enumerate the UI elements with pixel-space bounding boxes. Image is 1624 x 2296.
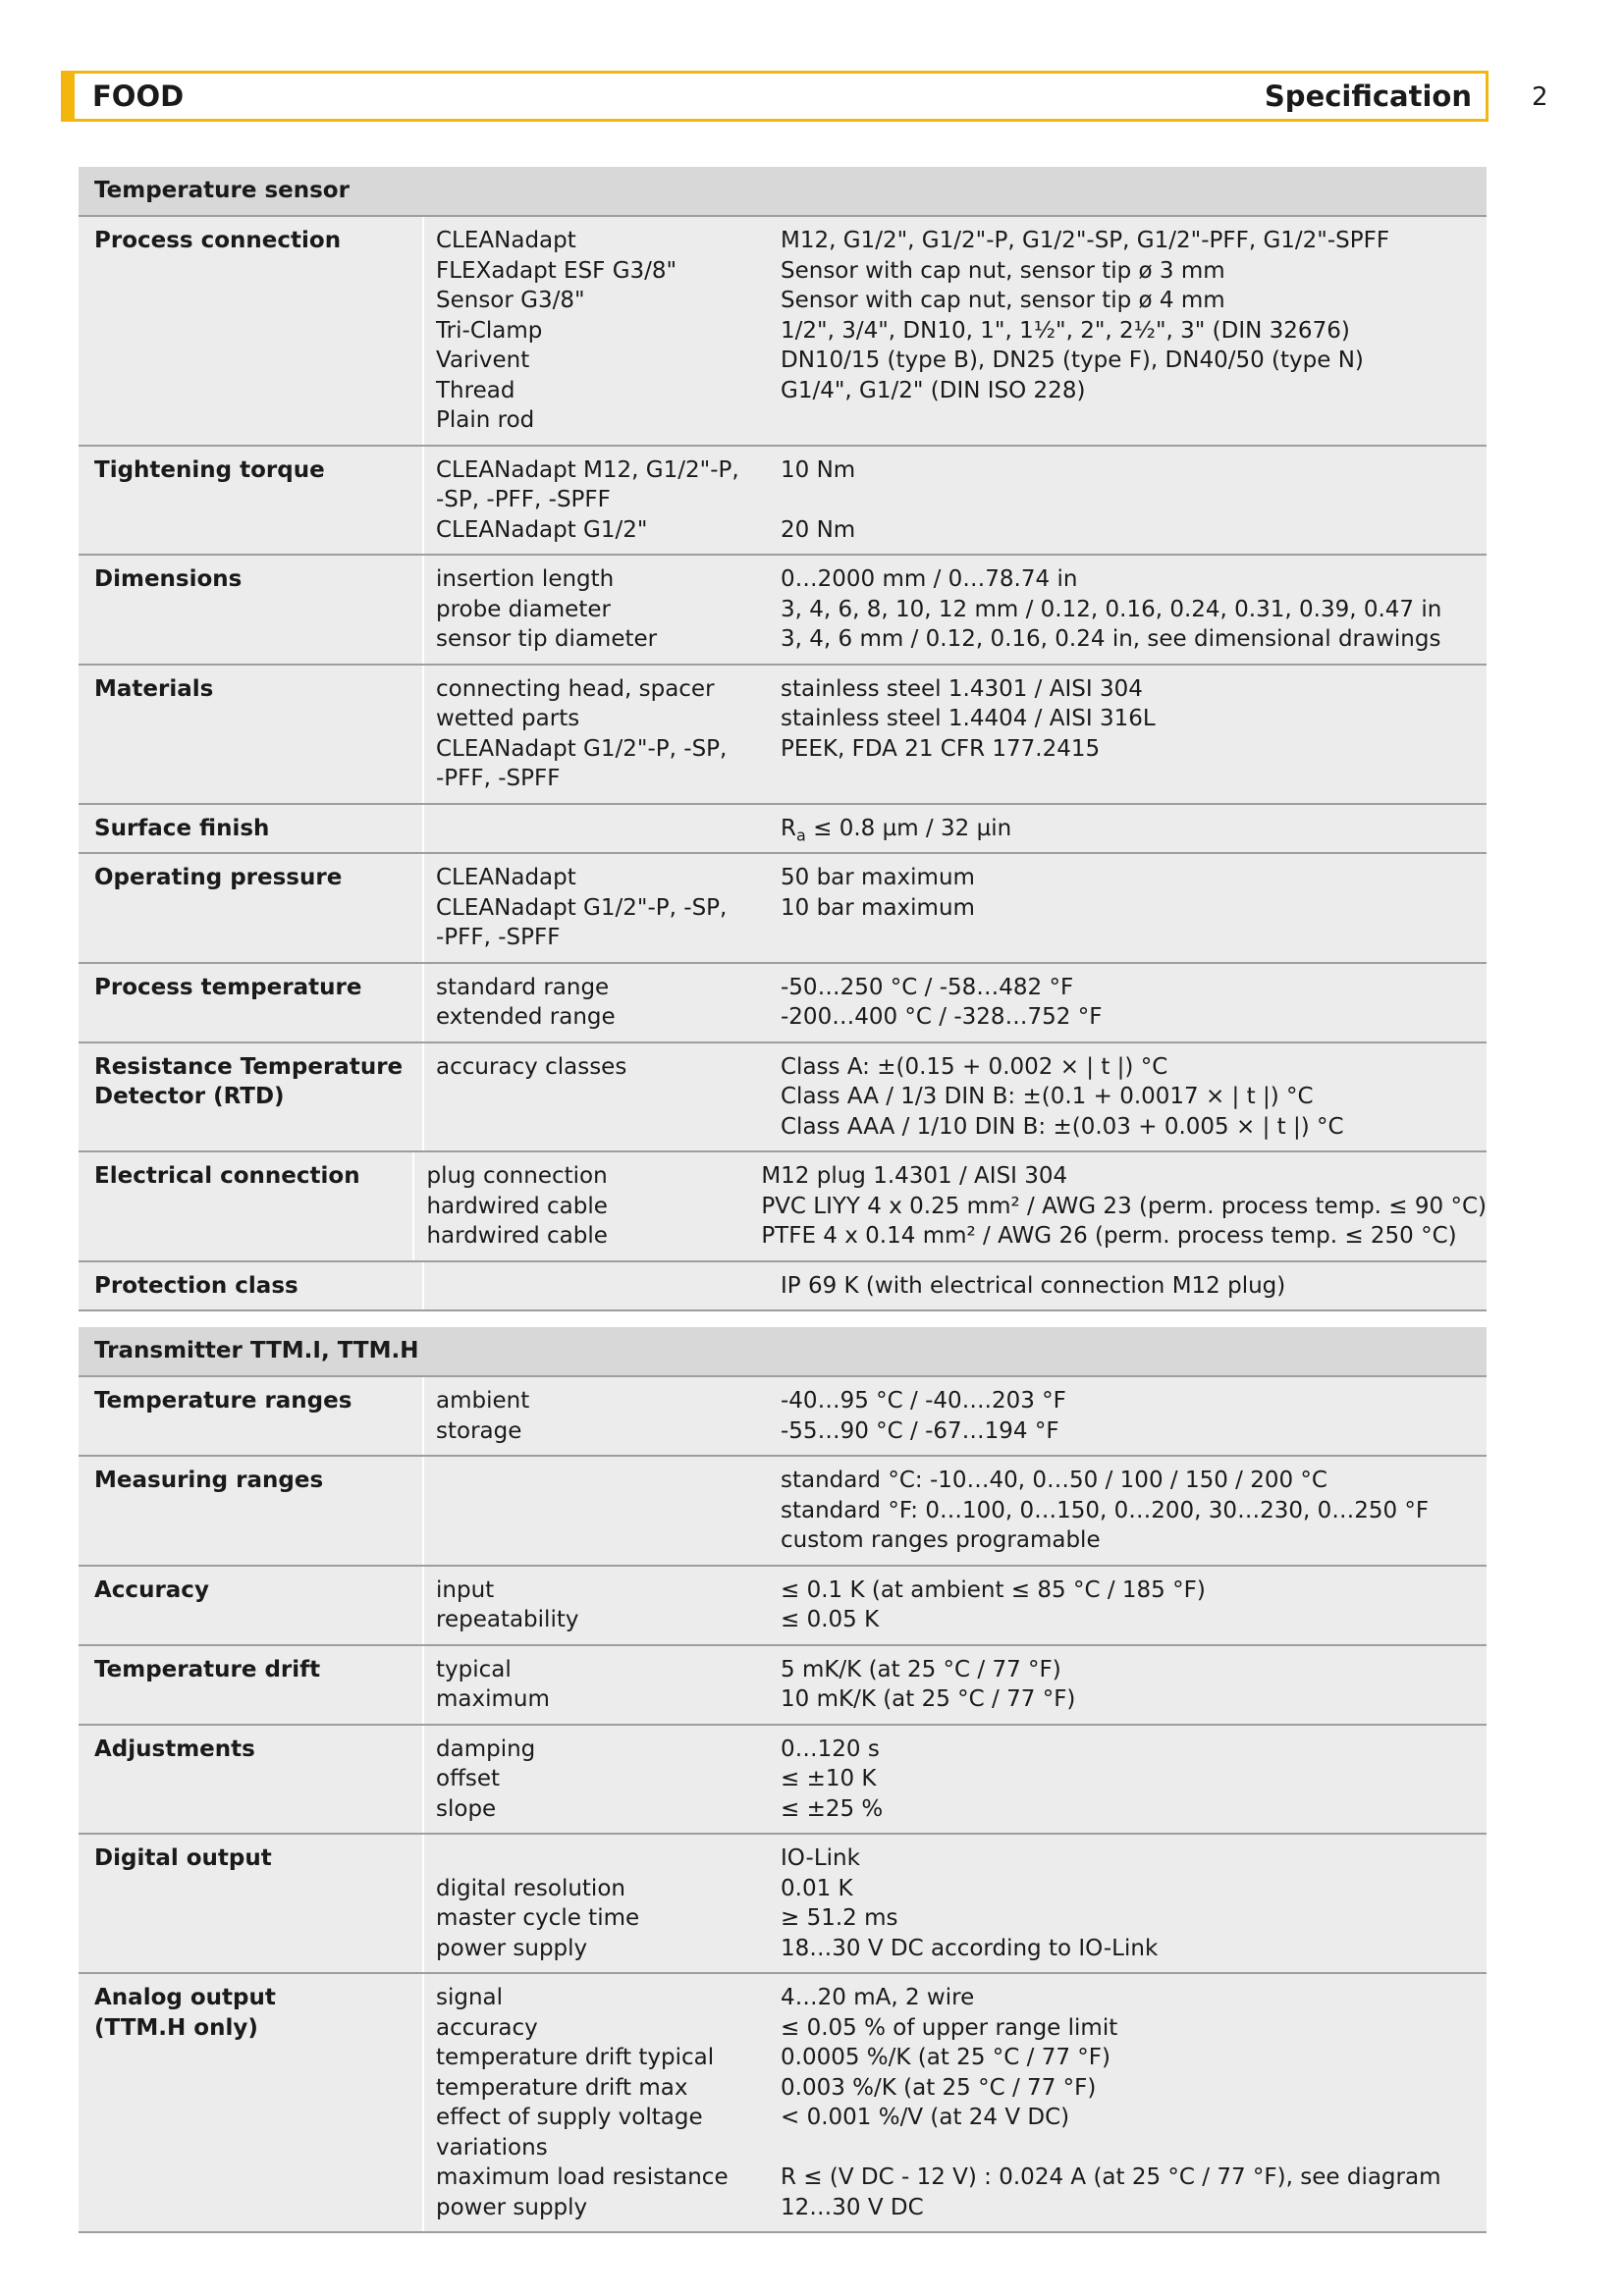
value-line: R ≤ (V DC - 12 V) : 0.024 A (at 25 °C / 77 °F), see diagram (781, 2164, 1441, 2190)
label-line: Surface finish (94, 815, 270, 841)
subitem-line: CLEANadapt (436, 228, 576, 253)
value-line (781, 764, 1487, 794)
spec-values (781, 1646, 1487, 1724)
spec-row (79, 217, 1487, 447)
section-heading: Transmitter TTM.I, TTM.H (79, 1327, 1487, 1377)
value-line: IO-Link (781, 1845, 860, 1871)
value-line: 10 bar maximum (781, 894, 975, 921)
subitem-line: master cycle time (436, 1905, 640, 1931)
value-line: ≤ ±10 K (781, 1766, 877, 1791)
value-line: ≥ 51.2 ms (781, 1905, 898, 1931)
spec-row (79, 1646, 1487, 1726)
spec-row (79, 447, 1487, 557)
spec-label (79, 1043, 422, 1151)
subitem-line: probe diameter (436, 596, 611, 622)
spec-values (781, 1726, 1487, 1834)
value-line: standard °C: -10…40, 0…50 / 100 / 150 / 200 °C (781, 1468, 1327, 1493)
spec-values (781, 447, 1487, 555)
value-line (781, 923, 1487, 953)
subitem-line: ambient (436, 1388, 530, 1414)
spec-row (79, 1043, 1487, 1153)
subitem-line: Thread (436, 377, 515, 403)
value-line: ≤ 0.1 K (at ambient ≤ 85 °C / 185 °F) (781, 1576, 1206, 1603)
spec-values (781, 964, 1487, 1041)
subitem-line: offset (436, 1766, 501, 1791)
subitem-line: temperature drift typical (436, 2045, 715, 2070)
value-line: 20 Nm (781, 516, 856, 543)
value-line: 10 Nm (781, 456, 856, 483)
spec-row (79, 1974, 1487, 2233)
label-line: Measuring ranges (94, 1468, 324, 1493)
spec-values (781, 1974, 1487, 2231)
value-line: Class A: ±(0.15 + 0.002 × | t |) °C (781, 1053, 1168, 1080)
value-line: 5 mK/K (at 25 °C / 77 °F) (781, 1656, 1061, 1682)
value-line: -40…95 °C / -40….203 °F (781, 1388, 1066, 1414)
value-line: custom ranges programable (781, 1527, 1101, 1553)
spec-values (781, 666, 1487, 803)
spec-row (79, 1152, 1487, 1262)
spec-subitems (422, 666, 781, 803)
spec-values (781, 1377, 1487, 1455)
spec-label (79, 1646, 422, 1724)
value-line: 0.003 %/K (at 25 °C / 77 °F) (781, 2074, 1097, 2101)
spec-subitems (422, 1835, 781, 1972)
value-line: M12 plug 1.4301 / AISI 304 (761, 1163, 1068, 1189)
transmitter-table (79, 1327, 1487, 2233)
subitem-line: maximum (436, 1686, 550, 1712)
spec-subitems (422, 1567, 781, 1644)
subitem-line: hardwired cable (426, 1223, 608, 1249)
spec-subitems (422, 1726, 781, 1834)
subitem-line: input (436, 1576, 495, 1603)
value-line: ≤ ±25 % (781, 1795, 884, 1822)
spec-values (781, 1835, 1487, 1972)
header-title: Specification (1264, 80, 1472, 113)
spec-label (79, 1835, 422, 1972)
spec-label (79, 666, 422, 803)
label-line: Resistance Temperature (94, 1053, 404, 1080)
value-line: Class AAA / 1/10 DIN B: ±(0.03 + 0.005 × | t |) °C (781, 1113, 1344, 1140)
spec-label (79, 805, 422, 853)
value-line: M12, G1/2", G1/2"-P, G1/2"-SP, G1/2"-PFF, G1/2"-SPFF (781, 228, 1390, 253)
spec-subitems (422, 1974, 781, 2231)
label-line: Analog output (94, 1985, 276, 2010)
subitem-line: storage (436, 1417, 522, 1444)
spec-row (79, 1457, 1487, 1567)
spec-row (79, 666, 1487, 805)
subitem-line: Plain rod (436, 407, 535, 433)
subitem-line: CLEANadapt G1/2" (436, 516, 648, 543)
spec-row (79, 964, 1487, 1043)
spec-values (781, 1457, 1487, 1565)
subitem-line: variations (436, 2134, 548, 2161)
label-line: Dimensions (94, 566, 243, 592)
subitem-line: CLEANadapt G1/2"-P, -SP, (436, 894, 728, 921)
subitem-line: -PFF, -SPFF (436, 766, 561, 791)
subitem-line: CLEANadapt G1/2"-P, -SP, (436, 735, 728, 762)
subitem-line: accuracy classes (436, 1053, 627, 1080)
value-line: 3, 4, 6 mm / 0.12, 0.16, 0.24 in, see dimensional drawings (781, 626, 1441, 652)
subitem-line: CLEANadapt (436, 865, 576, 890)
value-line (781, 405, 1487, 436)
subitem-line: -SP, -PFF, -SPFF (436, 487, 611, 512)
label-line: Temperature ranges (94, 1388, 352, 1414)
spec-label (79, 1567, 422, 1644)
spec-row (79, 556, 1487, 666)
label-line: Operating pressure (94, 865, 343, 890)
value-line (781, 2133, 1487, 2163)
subitem-line: typical (436, 1656, 512, 1682)
value-line: standard °F: 0…100, 0…150, 0…200, 30…230, 0…250 °F (781, 1497, 1430, 1523)
value-line: 0…2000 mm / 0…78.74 in (781, 566, 1078, 592)
spec-values (781, 805, 1487, 853)
label-line: Accuracy (94, 1576, 209, 1603)
label-line: Materials (94, 675, 214, 702)
subitem-line: CLEANadapt M12, G1/2"-P, (436, 456, 739, 483)
roughness-subscript: a (795, 826, 806, 845)
value-line: -55…90 °C / -67…194 °F (781, 1417, 1059, 1444)
label-line: Process temperature (94, 974, 362, 1000)
label-line: Adjustments (94, 1735, 255, 1762)
value-line: 0.0005 %/K (at 25 °C / 77 °F) (781, 2045, 1110, 2070)
subitem-line: plug connection (426, 1163, 608, 1189)
spec-label (79, 1974, 422, 2231)
subitem-line: extended range (436, 1004, 616, 1030)
spec-label (79, 1152, 412, 1260)
spec-row (79, 1262, 1487, 1312)
spec-label (79, 1377, 422, 1455)
subitem-line: insertion length (436, 566, 615, 592)
temperature-sensor-table (79, 167, 1487, 1311)
subitem-line: Tri-Clamp (436, 317, 543, 344)
value-line: PTFE 4 x 0.14 mm² / AWG 26 (perm. process temp. ≤ 250 °C) (761, 1223, 1457, 1249)
subitem-line: FLEXadapt ESF G3/8" (436, 257, 677, 284)
subitem-line: hardwired cable (426, 1193, 608, 1219)
subitem-line (436, 1466, 769, 1496)
page-number: 2 (1532, 82, 1548, 112)
value-line: PVC LIYY 4 x 0.25 mm² / AWG 23 (perm. process temp. ≤ 90 °C) (761, 1193, 1487, 1219)
label-line: (TTM.H only) (94, 2014, 258, 2041)
value-line: 10 mK/K (at 25 °C / 77 °F) (781, 1686, 1076, 1712)
spec-row (79, 1377, 1487, 1457)
spec-subitems (422, 964, 781, 1041)
value-line: 4…20 mA, 2 wire (781, 1985, 975, 2010)
value-line: 1/2", 3/4", DN10, 1", 1½", 2", 2½", 3" (DIN 32676) (781, 317, 1350, 344)
value-line: -50…250 °C / -58…482 °F (781, 974, 1074, 1000)
value-line: Class AA / 1/3 DIN B: ±(0.1 + 0.0017 × | t |) °C (781, 1084, 1314, 1109)
value-line: ≤ 0.05 % of upper range limit (781, 2014, 1118, 2041)
spec-row (79, 1726, 1487, 1836)
label-line: Electrical connection (94, 1163, 360, 1189)
spec-subitems (412, 1152, 761, 1260)
subitem-line: connecting head, spacer (436, 675, 715, 702)
spec-label (79, 447, 422, 555)
spec-values (761, 1152, 1487, 1260)
value-line: 18…30 V DC according to IO-Link (781, 1935, 1159, 1961)
label-line: Temperature drift (94, 1656, 321, 1682)
roughness-symbol: R (781, 815, 796, 841)
spec-label (79, 556, 422, 664)
value-line: PEEK, FDA 21 CFR 177.2415 (781, 735, 1101, 762)
value-line (781, 485, 1487, 515)
subitem-line: accuracy (436, 2014, 538, 2041)
page-header (61, 71, 1489, 122)
spec-subitems (422, 556, 781, 664)
subitem-line (436, 1843, 769, 1874)
spec-row (79, 1835, 1487, 1974)
spec-subitems (422, 1262, 781, 1310)
subitem-line: slope (436, 1795, 497, 1822)
subitem-line: effect of supply voltage (436, 2105, 703, 2130)
value-line: 50 bar maximum (781, 865, 975, 890)
spec-subitems (422, 217, 781, 445)
value-line: < 0.001 %/V (at 24 V DC) (781, 2105, 1070, 2130)
subitem-line (436, 1271, 769, 1302)
value-line: stainless steel 1.4301 / AISI 304 (781, 675, 1143, 702)
label-line: Tightening torque (94, 456, 325, 483)
spec-subitems (422, 1457, 781, 1565)
spec-values (781, 1567, 1487, 1644)
subitem-line: signal (436, 1985, 504, 2010)
value-line: DN10/15 (type B), DN25 (type F), DN40/50 (type N) (781, 347, 1364, 373)
spec-label (79, 1726, 422, 1834)
label-line: Protection class (94, 1272, 298, 1299)
subitem-line: maximum load resistance (436, 2164, 729, 2190)
spec-label (79, 217, 422, 445)
spec-subitems (422, 447, 781, 555)
subitem-line: damping (436, 1735, 536, 1762)
value-line: Sensor with cap nut, sensor tip ø 3 mm (781, 257, 1225, 284)
value-line (781, 814, 1487, 844)
spec-row (79, 1567, 1487, 1646)
subitem-line: temperature drift max (436, 2074, 688, 2101)
subitem-line: Varivent (436, 347, 530, 373)
subitem-line: Sensor G3/8" (436, 288, 585, 313)
spec-label (79, 854, 422, 962)
value-line: 0.01 K (781, 1875, 853, 1901)
spec-label (79, 1457, 422, 1565)
spec-values (781, 217, 1487, 445)
spec-subitems (422, 1377, 781, 1455)
value-line: G1/4", G1/2" (DIN ISO 228) (781, 377, 1086, 403)
subitem-line: repeatability (436, 1607, 579, 1632)
label-line: Detector (RTD) (94, 1084, 285, 1109)
spec-row (79, 805, 1487, 855)
subitem-line: sensor tip diameter (436, 626, 658, 652)
spec-subitems (422, 1043, 781, 1151)
spec-row (79, 854, 1487, 964)
label-line: Digital output (94, 1845, 272, 1871)
value-line: 0…120 s (781, 1735, 880, 1762)
header-category: FOOD (92, 80, 185, 113)
roughness-value: ≤ 0.8 µm / 32 µin (805, 815, 1012, 841)
subitem-line (436, 814, 769, 844)
value-line: 12…30 V DC (781, 2194, 924, 2220)
subitem-line: digital resolution (436, 1875, 625, 1901)
spec-subitems (422, 1646, 781, 1724)
value-line: stainless steel 1.4404 / AISI 316L (781, 706, 1156, 731)
section-heading: Temperature sensor (79, 167, 1487, 217)
subitem-line: -PFF, -SPFF (436, 925, 561, 950)
spec-subitems (422, 854, 781, 962)
spec-values (781, 1262, 1487, 1310)
value-line: Sensor with cap nut, sensor tip ø 4 mm (781, 288, 1225, 313)
spec-values (781, 556, 1487, 664)
subitem-line: wetted parts (436, 706, 580, 731)
value-line: IP 69 K (with electrical connection M12 plug) (781, 1272, 1286, 1299)
subitem-line: standard range (436, 974, 610, 1000)
label-line: Process connection (94, 228, 342, 253)
value-line: 3, 4, 6, 8, 10, 12 mm / 0.12, 0.16, 0.24, 0.31, 0.39, 0.47 in (781, 596, 1442, 622)
spec-label (79, 1262, 422, 1310)
spec-values (781, 1043, 1487, 1151)
spec-label (79, 964, 422, 1041)
subitem-line: power supply (436, 2194, 588, 2220)
value-line: -200…400 °C / -328…752 °F (781, 1004, 1103, 1030)
spec-subitems (422, 805, 781, 853)
spec-values (781, 854, 1487, 962)
subitem-line: power supply (436, 1935, 588, 1961)
value-line: ≤ 0.05 K (781, 1607, 880, 1632)
